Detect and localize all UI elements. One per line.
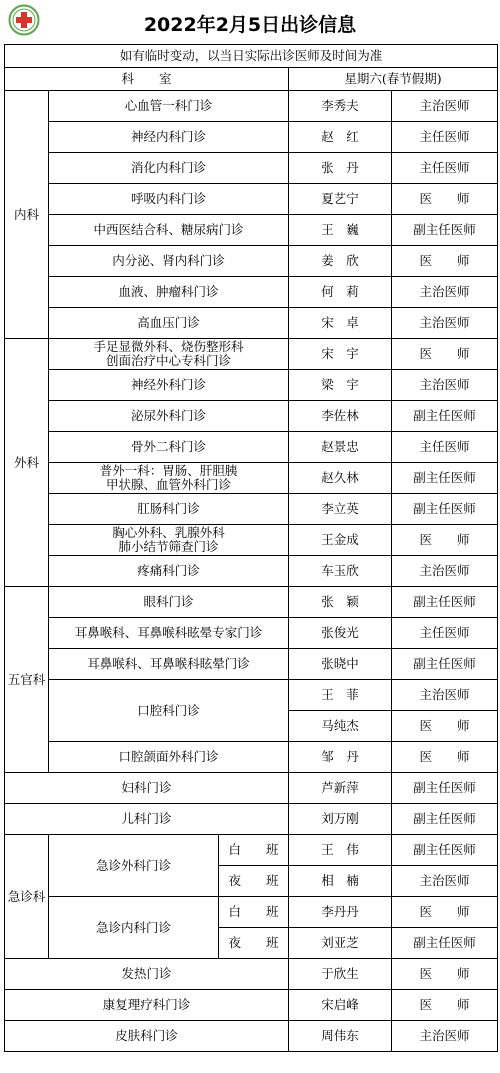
doctor-name: 李秀夫	[289, 91, 392, 122]
doctor-title: 医 师	[392, 742, 498, 773]
table-row	[5, 91, 498, 122]
table-row	[5, 618, 498, 649]
clinic-name: 消化内科门诊	[49, 153, 289, 184]
dept-header: 科 室	[5, 68, 289, 91]
clinic-name: 疼痛科门诊	[49, 556, 289, 587]
doctor-name: 王 巍	[289, 215, 392, 246]
doctor-title: 主治医师	[392, 91, 498, 122]
table-row	[5, 184, 498, 215]
table-row	[5, 525, 498, 556]
clinic-name: 急诊外科门诊	[49, 835, 219, 897]
doctor-name: 赵久林	[289, 463, 392, 494]
doctor-title: 主任医师	[392, 122, 498, 153]
clinic-name: 皮肤科门诊	[5, 1021, 289, 1052]
doctor-title: 医 师	[392, 959, 498, 990]
doctor-title: 主治医师	[392, 1021, 498, 1052]
clinic-name: 发热门诊	[5, 959, 289, 990]
doctor-title: 主治医师	[392, 277, 498, 308]
table-row	[5, 680, 498, 711]
clinic-name: 肛肠科门诊	[49, 494, 289, 525]
shift-label: 白 班	[219, 835, 289, 866]
clinic-name: 口腔颌面外科门诊	[49, 742, 289, 773]
table-row	[5, 153, 498, 184]
clinic-name: 眼科门诊	[49, 587, 289, 618]
clinic-name: 骨外二科门诊	[49, 432, 289, 463]
clinic-name: 呼吸内科门诊	[49, 184, 289, 215]
doctor-title: 副主任医师	[392, 835, 498, 866]
table-row	[5, 649, 498, 680]
clinic-name: 急诊内科门诊	[49, 897, 219, 959]
clinic-name: 血液、肿瘤科门诊	[49, 277, 289, 308]
doctor-name: 李丹丹	[289, 897, 392, 928]
header-row	[5, 68, 498, 91]
doctor-name: 刘亚芝	[289, 928, 392, 959]
table-row	[5, 773, 498, 804]
table-row	[5, 215, 498, 246]
clinic-name: 口腔科门诊	[49, 680, 289, 742]
doctor-name: 车玉欣	[289, 556, 392, 587]
doctor-title: 副主任医师	[392, 804, 498, 835]
clinic-name: 神经内科门诊	[49, 122, 289, 153]
schedule-table	[4, 44, 498, 1052]
doctor-name: 梁 宇	[289, 370, 392, 401]
shift-label: 白 班	[219, 897, 289, 928]
clinic-name: 耳鼻喉科、耳鼻喉科眩晕专家门诊	[49, 618, 289, 649]
group-label: 外科	[5, 339, 49, 587]
doctor-name: 夏艺宁	[289, 184, 392, 215]
group-label: 急诊科	[5, 835, 49, 959]
doctor-name: 相 楠	[289, 866, 392, 897]
notice-row	[5, 45, 498, 68]
doctor-title: 医 师	[392, 246, 498, 277]
shift-label: 夜 班	[219, 866, 289, 897]
notice-text: 如有临时变动，以当日实际出诊医师及时间为准	[5, 45, 498, 68]
doctor-title: 主治医师	[392, 680, 498, 711]
table-row	[5, 835, 498, 866]
table-row	[5, 587, 498, 618]
table-row	[5, 463, 498, 494]
shift-label: 夜 班	[219, 928, 289, 959]
doctor-name: 周伟东	[289, 1021, 392, 1052]
doctor-name: 姜 欣	[289, 246, 392, 277]
clinic-name: 高血压门诊	[49, 308, 289, 339]
doctor-name: 宋 卓	[289, 308, 392, 339]
doctor-name: 王金成	[289, 525, 392, 556]
table-row	[5, 370, 498, 401]
doctor-title: 主任医师	[392, 618, 498, 649]
clinic-name: 康复理疗科门诊	[5, 990, 289, 1021]
doctor-title: 主任医师	[392, 432, 498, 463]
doctor-name: 王 菲	[289, 680, 392, 711]
doctor-title: 主治医师	[392, 370, 498, 401]
doctor-title: 医 师	[392, 184, 498, 215]
table-row	[5, 804, 498, 835]
doctor-name: 芦新萍	[289, 773, 392, 804]
page-header	[0, 0, 500, 44]
doctor-name: 于欣生	[289, 959, 392, 990]
clinic-name: 中西医结合科、糖尿病门诊	[49, 215, 289, 246]
clinic-name: 儿科门诊	[5, 804, 289, 835]
doctor-title: 主治医师	[392, 866, 498, 897]
table-row	[5, 122, 498, 153]
clinic-name: 普外一科：胃肠、肝胆胰 甲状腺、血管外科门诊	[49, 463, 289, 494]
doctor-name: 王 伟	[289, 835, 392, 866]
table-row	[5, 556, 498, 587]
doctor-title: 副主任医师	[392, 215, 498, 246]
group-label: 内科	[5, 91, 49, 339]
doctor-title: 副主任医师	[392, 494, 498, 525]
clinic-name: 内分泌、肾内科门诊	[49, 246, 289, 277]
doctor-name: 李立英	[289, 494, 392, 525]
doctor-title: 副主任医师	[392, 773, 498, 804]
doctor-name: 张俊光	[289, 618, 392, 649]
table-row	[5, 742, 498, 773]
doctor-title: 副主任医师	[392, 649, 498, 680]
doctor-name: 马纯杰	[289, 711, 392, 742]
doctor-title: 医 师	[392, 339, 498, 370]
doctor-title: 主治医师	[392, 556, 498, 587]
clinic-name: 妇科门诊	[5, 773, 289, 804]
doctor-title: 副主任医师	[392, 401, 498, 432]
table-row	[5, 959, 498, 990]
clinic-name: 胸心外科、乳腺外科 肺小结节筛查门诊	[49, 525, 289, 556]
doctor-title: 医 师	[392, 990, 498, 1021]
doctor-name: 李佐林	[289, 401, 392, 432]
clinic-name: 手足显微外科、烧伤整形科 创面治疗中心专科门诊	[49, 339, 289, 370]
doctor-title: 医 师	[392, 525, 498, 556]
doctor-name: 张 颖	[289, 587, 392, 618]
table-row	[5, 308, 498, 339]
table-row	[5, 1021, 498, 1052]
doctor-title: 副主任医师	[392, 928, 498, 959]
clinic-name: 神经外科门诊	[49, 370, 289, 401]
table-row	[5, 246, 498, 277]
table-row	[5, 339, 498, 370]
doctor-name: 宋启峰	[289, 990, 392, 1021]
doctor-name: 张晓中	[289, 649, 392, 680]
doctor-title: 副主任医师	[392, 463, 498, 494]
doctor-name: 宋 宇	[289, 339, 392, 370]
table-row	[5, 432, 498, 463]
doctor-title: 医 师	[392, 711, 498, 742]
doctor-name: 张 丹	[289, 153, 392, 184]
clinic-name: 心血管一科门诊	[49, 91, 289, 122]
doctor-title: 医 师	[392, 897, 498, 928]
day-header: 星期六(春节假期)	[289, 68, 498, 91]
table-row	[5, 494, 498, 525]
page-title: 2022年2月5日出诊信息	[143, 14, 357, 36]
doctor-name: 赵景忠	[289, 432, 392, 463]
clinic-name: 泌尿外科门诊	[49, 401, 289, 432]
group-label: 五官科	[5, 587, 49, 773]
doctor-name: 邹 丹	[289, 742, 392, 773]
clinic-name: 耳鼻喉科、耳鼻喉科眩晕门诊	[49, 649, 289, 680]
table-row	[5, 401, 498, 432]
doctor-name: 赵 红	[289, 122, 392, 153]
table-row	[5, 990, 498, 1021]
doctor-title: 副主任医师	[392, 587, 498, 618]
doctor-name: 何 莉	[289, 277, 392, 308]
doctor-title: 主任医师	[392, 153, 498, 184]
doctor-title: 主治医师	[392, 308, 498, 339]
doctor-name: 刘万刚	[289, 804, 392, 835]
table-row	[5, 897, 498, 928]
table-row	[5, 277, 498, 308]
